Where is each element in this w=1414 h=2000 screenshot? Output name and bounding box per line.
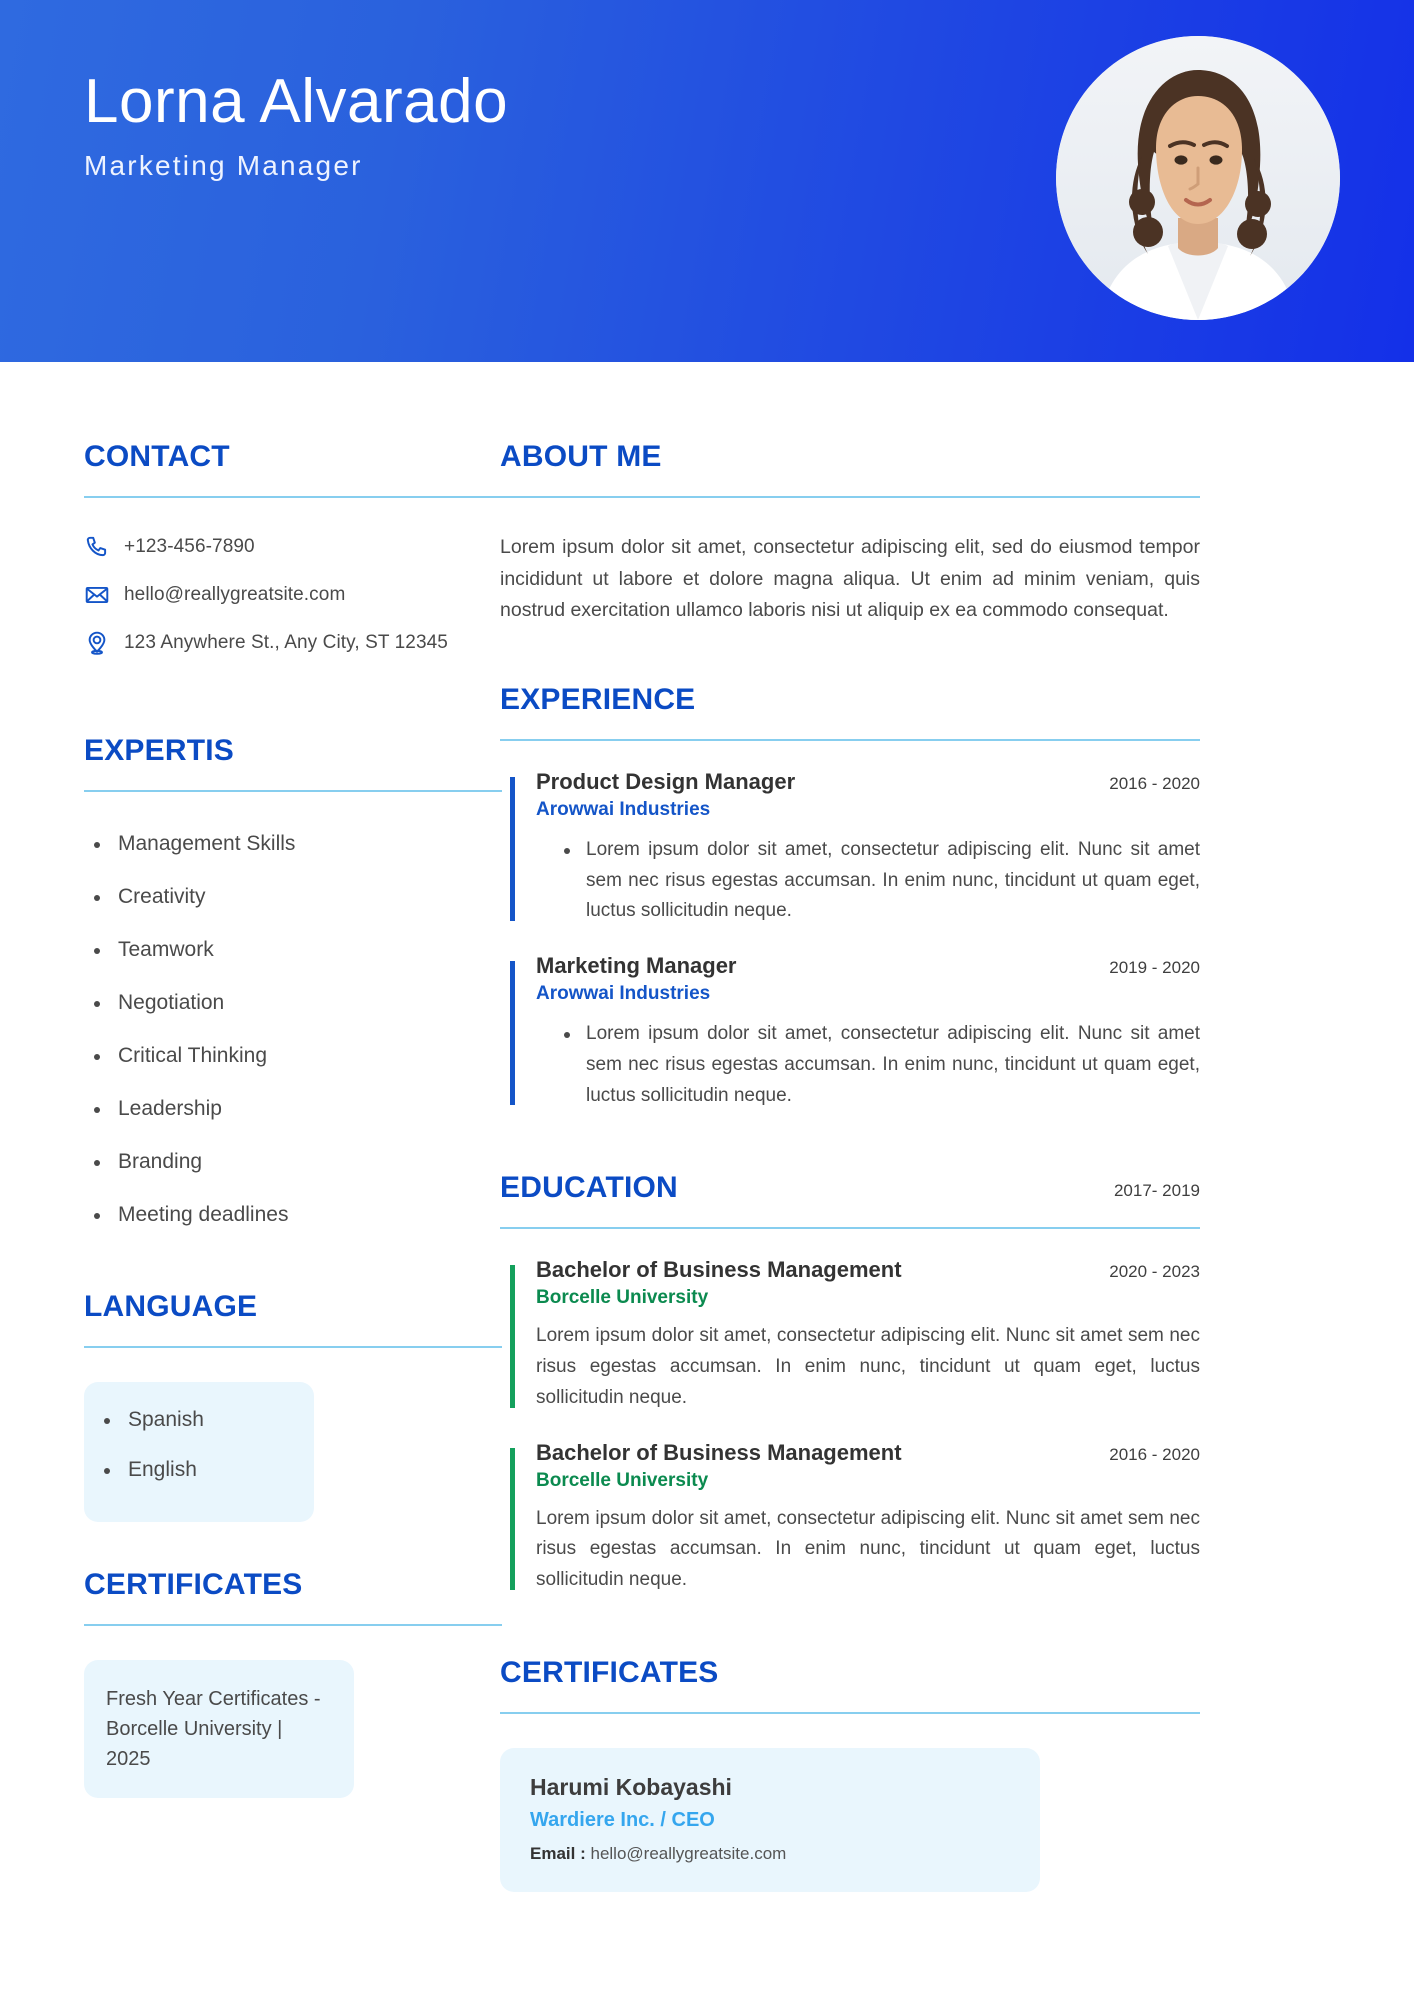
reference-email-label: Email : [530,1843,586,1863]
section-contact [84,440,470,656]
contact-value-phone: +123-456-7890 [124,536,255,557]
sidebar-column [0,362,470,1892]
section-heading-expertise: EXPERTIS [84,734,234,767]
section-heading-language: LANGUAGE [84,1290,258,1323]
contact-row-email[interactable] [84,582,470,608]
education-entries [500,1257,1200,1596]
entry-title: Bachelor of Business Management [536,1439,902,1465]
section-rule [500,496,1200,498]
entry-date: 2020 - 2023 [1109,1262,1200,1282]
language-box [84,1382,314,1522]
contact-row-address[interactable] [84,630,470,656]
entry-date: 2016 - 2020 [1109,773,1200,793]
spacer [500,1137,1330,1171]
section-certificates-main [500,1656,1330,1892]
contact-row-phone[interactable] [84,534,470,560]
education-entry [500,1440,1200,1596]
list-item: Lorem ipsum dolor sit amet, consectetur adipiscing elit. Nunc sit amet sem nec risus egestas accumsan. In enim nunc, tincidunt ut quam eget, luctus sollicitudin neque. [562,835,1200,927]
list-item: Critical Thinking [84,1044,470,1068]
expertise-list [84,832,470,1227]
reference-email-row [530,1844,1010,1864]
section-rule [500,1712,1200,1714]
section-rule [84,496,502,498]
entry-title: Marketing Manager [536,953,737,979]
section-experience [500,683,1330,1112]
section-heading-certificates-sidebar: CERTIFICATES [84,1568,303,1601]
list-item: Negotiation [84,991,470,1015]
contact-list [84,534,470,656]
certificate-box [84,1660,354,1798]
contact-value-address: 123 Anywhere St., Any City, ST 12345 [124,632,448,653]
about-paragraph: Lorem ipsum dolor sit amet, consectetur adipiscing elit, sed do eiusmod tempor incididunt ut labore et dolore magna aliqua. Ut enim ad minim veniam, quis nostrud exercitation ullamco laboris nisi ut aliquip ex ea commodo consequat. [500,536,1200,622]
reference-name: Harumi Kobayashi [530,1773,732,1800]
entry-title: Bachelor of Business Management [536,1257,902,1283]
section-heading-contact: CONTACT [84,440,230,473]
entry-header [536,953,1200,979]
section-heading-certificates-main: CERTIFICATES [500,1655,719,1689]
certificate-text: Fresh Year Certificates - Borcelle University | 2025 [106,1688,321,1770]
list-item: Lorem ipsum dolor sit amet, consectetur adipiscing elit. Nunc sit amet sem nec risus egestas accumsan. In enim nunc, tincidunt ut quam eget, luctus sollicitudin neque. [562,1019,1200,1111]
contact-value-email: hello@reallygreatsite.com [124,584,346,605]
section-language [84,1290,470,1522]
section-heading-about: ABOUT ME [500,440,662,473]
reference-email-value: hello@reallygreatsite.com [590,1843,787,1863]
section-heading-date: 2017- 2019 [1113,1181,1200,1201]
section-heading-row-education [500,1171,1200,1205]
entry-bullet-list [536,1019,1200,1111]
section-heading-experience: EXPERIENCE [500,682,696,716]
entry-bullet-list [536,835,1200,927]
spacer [500,1622,1330,1656]
entry-organization: Borcelle University [536,1469,709,1491]
spacer [84,1522,470,1568]
entry-date: 2016 - 2020 [1109,1444,1200,1464]
entry-header [536,769,1200,795]
spacer [500,627,1330,683]
entry-organization: Borcelle University [536,1287,709,1309]
section-education [500,1171,1330,1596]
list-item: Leadership [84,1097,470,1121]
list-item: Spanish [94,1408,290,1432]
main-column [500,362,1414,1892]
entry-title: Product Design Manager [536,768,796,794]
spacer [84,1256,470,1290]
page-title: Lorna Alvarado [84,67,509,136]
experience-entry [500,953,1200,1111]
section-rule [84,1624,502,1626]
education-entry [500,1257,1200,1413]
list-item: English [94,1458,290,1482]
list-item: Teamwork [84,938,470,962]
section-expertise [84,734,470,1227]
envelope-icon [84,582,124,608]
section-certificates-sidebar [84,1568,470,1798]
section-rule [500,739,1200,741]
entry-date: 2019 - 2020 [1109,958,1200,978]
reference-role: Wardiere Inc. / CEO [530,1808,715,1831]
section-rule [500,1227,1200,1229]
location-pin-icon [84,630,124,656]
section-heading-education: EDUCATION [500,1171,678,1205]
entry-header [536,1257,1200,1283]
job-title-subtitle: Marketing Manager [84,150,363,182]
list-item: Creativity [84,885,470,909]
header-text-block [84,68,508,182]
list-item: Management Skills [84,832,470,856]
experience-entry [500,769,1200,927]
language-list [94,1408,290,1482]
reference-card [500,1748,1040,1892]
entry-header [536,1440,1200,1466]
spacer [84,678,470,734]
list-item: Branding [84,1150,470,1174]
entry-description: Lorem ipsum dolor sit amet, consectetur adipiscing elit. Nunc sit amet sem nec risus egestas accumsan. In enim nunc, tincidunt ut quam eget, luctus sollicitudin neque. [536,1325,1200,1408]
section-rule [84,790,502,792]
resume-body [0,362,1414,1892]
section-rule [84,1346,502,1348]
experience-entries [500,769,1200,1112]
entry-description: Lorem ipsum dolor sit amet, consectetur adipiscing elit. Nunc sit amet sem nec risus egestas accumsan. In enim nunc, tincidunt ut quam eget, luctus sollicitudin neque. [536,1507,1200,1591]
phone-icon [84,534,124,560]
section-about [500,440,1330,627]
avatar-photo-illustration [1056,36,1340,320]
list-item: Meeting deadlines [84,1203,470,1227]
avatar [1056,36,1340,320]
entry-organization: Arowwai Industries [536,798,711,820]
resume-header [0,0,1414,362]
entry-organization: Arowwai Industries [536,983,711,1005]
